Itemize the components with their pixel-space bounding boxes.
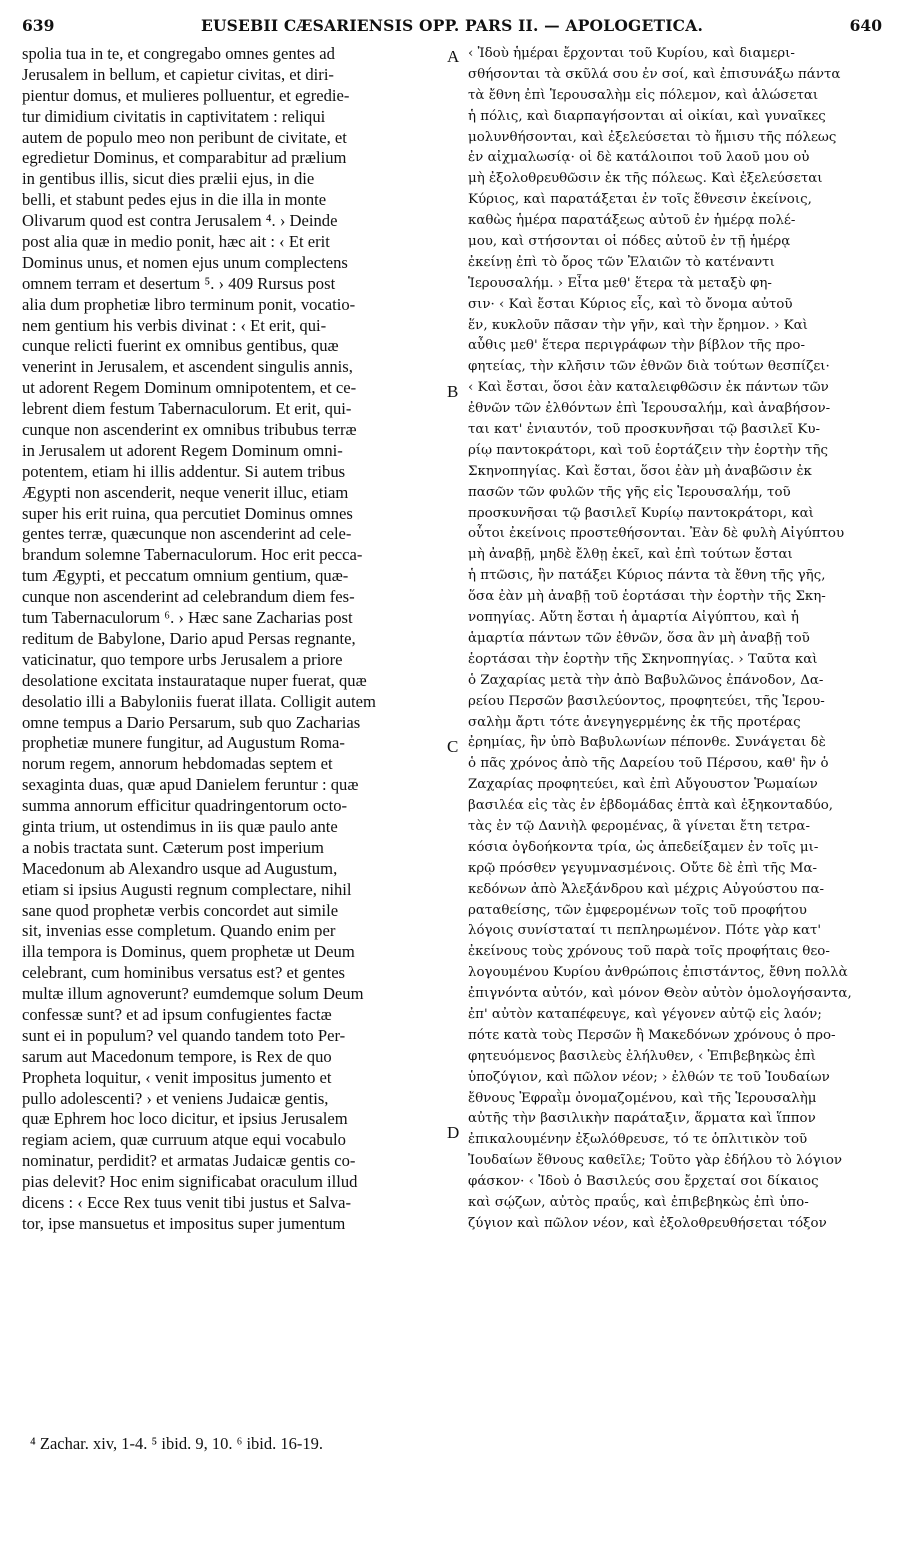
text-line: alia dum prophetiæ libro terminum ponit, vocatio- bbox=[22, 294, 356, 314]
text-line: Ἱερουσαλήμ. › Εἶτα μεθ' ἕτερα τὰ μεταξὺ φη- bbox=[468, 275, 772, 291]
right-page-number: 640 bbox=[849, 16, 882, 35]
text-line: autem de populo meo non peribunt de civitate, et bbox=[22, 127, 347, 147]
text-line: Macedonum ab Alexandro usque ad Augustum, bbox=[22, 858, 338, 878]
text-line: ζύγιον καὶ πῶλον νέον, καὶ ἐξολοθρευθήσεται τόξον bbox=[468, 1215, 827, 1231]
text-line: ἐπικαλουμένην ἐξωλόθρευσε, τό τε ὁπλιτικὸν τοῦ bbox=[468, 1132, 808, 1148]
text-line: λογουμένου Κυρίου ἀνθρώποις ἐπιστάντος, ἔθνη πολλὰ bbox=[468, 965, 848, 981]
text-line: προσκυνῆσαι τῷ βασιλεῖ Κυρίῳ παντοκράτορι, καὶ bbox=[468, 505, 814, 521]
text-line: pientur domus, et mulieres polluentur, et egredie- bbox=[22, 85, 350, 105]
running-title: EUSEBII CÆSARIENSIS OPP. PARS II. — APOLOGETICA. bbox=[200, 16, 704, 35]
text-line: Dominus unus, et nomen ejus unum complectens bbox=[22, 252, 348, 272]
text-line: nominatur, perdidit? et armatas Judaicæ gentis co- bbox=[22, 1151, 356, 1171]
text-line: quæ Ephrem hoc loco dicitur, et ipsius Jerusalem bbox=[22, 1109, 348, 1129]
text-line: super his erit ruina, qua percutiet Dominus omnes bbox=[22, 503, 353, 523]
text-line: μὴ ἀναβῇ, μηδὲ ἔλθῃ ἐκεῖ, καὶ ἐπὶ τούτων ἔσται bbox=[468, 547, 793, 563]
text-line: ἐν αἰχμαλωσίᾳ· οἱ δὲ κατάλοιποι τοῦ λαοῦ μου οὐ bbox=[468, 150, 810, 166]
text-line: multæ illum agnoverunt? eumdemque solum Deum bbox=[22, 984, 364, 1004]
text-line: ρείου Περσῶν βασιλεύοντος, προφητεύει, τῆς Ἱερου- bbox=[468, 693, 825, 709]
text-line: κόσια ὀγδοήκοντα τρία, ὡς ἀπεδείξαμεν ἐν τοῖς μι- bbox=[468, 839, 819, 855]
text-line: ἔθνους Ἐφραῒμ ὀνομαζομένου, καὶ τῆς Ἱερουσαλὴμ bbox=[468, 1090, 817, 1106]
text-line: gentes terræ, quæcunque non ascenderint ad cele- bbox=[22, 524, 352, 544]
text-line: dicens : ‹ Ecce Rex tuus venit tibi justus et Salva- bbox=[22, 1192, 352, 1212]
text-line: ἕν, κυκλοῦν πᾶσαν τὴν γῆν, καὶ τὴν ἔρημον. › Καὶ bbox=[468, 317, 808, 333]
text-line: ἑορτάσαι τὴν ἑορτὴν τῆς Σκηνοπηγίας. › Ταῦτα καὶ bbox=[468, 651, 818, 667]
text-line: τὰς ἐν τῷ Δανιὴλ φερομένας, ἃ γίνεται ἔτη τετρα- bbox=[468, 818, 810, 834]
text-line: αὖθις μεθ' ἕτερα περιγράφων τὴν βίβλον τῆς προ- bbox=[468, 338, 806, 354]
text-line: celebrant, cum hominibus versatus est? et gentes bbox=[22, 963, 346, 983]
text-line: sane quod prophetæ verbis concordet aut simile bbox=[22, 900, 339, 920]
text-line: in gentibus illis, sicut dies prælii ejus, in die bbox=[22, 169, 315, 189]
text-line: ραταθείσης, τῶν ἐμφερομένων τοῖς τοῦ προφήτου bbox=[468, 902, 807, 918]
text-line: οὗτοι ἐκείνοις προστεθήσονται. Ἐὰν δὲ φυλὴ Αἰγύπτου bbox=[468, 526, 845, 542]
text-line: φητείας, τὴν κλῆσιν τῶν ἐθνῶν διὰ τούτων θεσπίζει· bbox=[468, 359, 830, 375]
text-line: a nobis tractata sunt. Cæterum post imperium bbox=[22, 837, 324, 857]
text-line: sit, invenias esse completum. Quando enim per bbox=[22, 921, 336, 941]
text-line: ἡ πτῶσις, ἣν πατάξει Κύριος πάντα τὰ ἔθνη τῆς γῆς, bbox=[468, 568, 826, 584]
text-line: μου, καὶ στήσονται οἱ πόδες αὐτοῦ ἐν τῇ ἡμέρᾳ bbox=[468, 234, 791, 250]
text-line: etiam si ipsius Augusti regnum complectare, nihil bbox=[22, 879, 352, 899]
text-line: ‹ Καὶ ἔσται, ὅσοι ἐὰν καταλειφθῶσιν ἐκ πάντων τῶν bbox=[468, 380, 829, 396]
column-marker-b: B bbox=[447, 382, 459, 401]
text-line: Propheta loquitur, ‹ venit impositus jumento et bbox=[22, 1067, 332, 1087]
text-line: confessæ sunt? et ad ipsum confugientes factæ bbox=[22, 1004, 332, 1024]
text-line: τὰ ἔθνη ἐπὶ Ἱερουσαλὴμ εἰς πόλεμον, καὶ ἁλώσεται bbox=[468, 87, 819, 103]
text-line: ‹ Ἰδοὺ ἡμέραι ἔρχονται τοῦ Κυρίου, καὶ διαμερι- bbox=[468, 46, 795, 61]
text-line: summa annorum efficitur quadringentorum octo- bbox=[22, 796, 348, 816]
text-line: καθὼς ἡμέρα παρατάξεως αὐτοῦ ἐν ἡμέρᾳ πολέ- bbox=[468, 213, 796, 229]
text-line: λόγοις συνίσταταί τι πεπληρωμένον. Πότε γὰρ κατ' bbox=[468, 923, 822, 939]
text-line: tur dimidium civitatis in captivitatem : reliqui bbox=[22, 106, 326, 126]
text-line: ἐθνῶν τῶν ἐλθόντων ἐπὶ Ἱερουσαλήμ, καὶ ἀναβήσον- bbox=[468, 401, 831, 417]
text-line: ἐπιγνόντα αὐτόν, καὶ μόνον Θεὸν αὐτὸν ὁμολογήσαντα, bbox=[468, 986, 852, 1002]
text-line: illa tempora is Dominus, quem prophetæ ut Deum bbox=[22, 942, 355, 962]
text-line: ὑποζύγιον, καὶ πῶλον νέον; › ἐλθών τε τοῦ Ἰουδαίων bbox=[468, 1069, 830, 1085]
text-line: cunque non ascenderint ex omnibus tribubus terræ bbox=[22, 420, 357, 440]
text-line: pullo adolescenti? › et veniens Judaicæ gentis, bbox=[22, 1088, 329, 1108]
text-line: πότε κατὰ τοὺς Περσῶν ἢ Μακεδόνων χρόνους ὁ προ- bbox=[468, 1027, 836, 1043]
text-line: ἁμαρτία πάντων τῶν ἐθνῶν, ὅσα ἂν μὴ ἀναβῇ τοῦ bbox=[468, 630, 810, 646]
text-line: brandum solemne Tabernaculorum. Hoc erit pecca- bbox=[22, 545, 363, 565]
text-line: egredietur Dominus, et comparabitur ad prælium bbox=[22, 148, 347, 168]
text-line: pias delevit? Hoc enim significabat oraculum illud bbox=[22, 1172, 358, 1192]
column-marker-d: D bbox=[447, 1123, 460, 1142]
text-line: σθήσονται τὰ σκῦλά σου ἐν σοί, καὶ ἐπισυνάξω πάντα bbox=[468, 66, 841, 82]
text-line: desolatione excitata instaurataque nuper fuerat, quæ bbox=[22, 670, 367, 690]
text-line: καὶ σῴζων, αὐτὸς πραΰς, καὶ ἐπιβεβηκὼς ἐπὶ ὑπο- bbox=[468, 1194, 809, 1210]
text-line: ἐπ' αὐτὸν καταπέφευγε, καὶ γέγονεν αὐτῷ εἰς λαόν; bbox=[468, 1006, 822, 1022]
text-line: βασιλέα εἰς τὰς ἐν ἑβδομάδας ἑπτὰ καὶ ἑξηκονταδύο, bbox=[468, 798, 834, 814]
text-line: ut adorent Regem Dominum omnipotentem, et ce- bbox=[22, 378, 357, 398]
footnotes: ⁴ Zachar. xiv, 1-4. ⁵ ibid. 9, 10. ⁶ ibid. 16-19. bbox=[30, 1434, 323, 1453]
text-line: μολυνθήσονται, καὶ ἐξελεύσεται τὸ ἥμισυ τῆς πόλεως bbox=[468, 129, 837, 145]
text-line: αὐτῆς τὴν βασιλικὴν παράταξιν, ἅρματα καὶ ἵππον bbox=[468, 1111, 816, 1127]
text-line: omnem terram et desertum ⁵. › 409 Rursus post bbox=[22, 273, 336, 293]
text-line: cunque relicti fuerint ex omnibus gentibus, quæ bbox=[22, 336, 339, 356]
running-header bbox=[22, 16, 882, 40]
text-line: reditum de Babylone, Dario apud Persas regnante, bbox=[22, 628, 356, 648]
text-line: nem gentium his verbis divinat : ‹ Et erit, qui- bbox=[22, 315, 327, 335]
text-line: tum Tabernaculorum ⁶. › Hæc sane Zacharias post bbox=[22, 608, 353, 628]
text-line: νοπηγίας. Αὕτη ἔσται ἡ ἁμαρτία Αἰγύπτου, καὶ ἡ bbox=[468, 610, 799, 626]
text-line: Κύριος, καὶ παρατάξεται ἐν τοῖς ἔθνεσιν ἐκείνοις, bbox=[468, 192, 812, 208]
text-line: ρίῳ παντοκράτορι, καὶ τοῦ ἑορτάζειν τὴν ἑορτὴν τῆς bbox=[468, 442, 829, 458]
text-line: desolatio illi a Babyloniis fuerat illata. Colligit autem bbox=[22, 691, 376, 711]
text-line: Σκηνοπηγίας. Καὶ ἔσται, ὅσοι ἐὰν μὴ ἀναβῶσιν ἐκ bbox=[468, 463, 812, 479]
text-line: μὴ ἐξολοθρευθῶσιν ἐκ τῆς πόλεως. Καὶ ἐξελεύσεται bbox=[468, 171, 823, 187]
text-line: φητευόμενος βασιλεὺς ἐλήλυθεν, ‹ Ἐπιβεβηκὼς ἐπὶ bbox=[468, 1048, 816, 1064]
text-line: Ζαχαρίας προφητεύει, καὶ ἐπὶ Αὔγουστον Ῥωμαίων bbox=[468, 777, 818, 793]
latin-column bbox=[22, 44, 440, 1235]
text-line: potentem, etiam hi illis addentur. Si autem tribus bbox=[22, 461, 346, 481]
text-line: Olivarum quod est contra Jerusalem ⁴. › Deinde bbox=[22, 211, 338, 231]
left-page-number: 639 bbox=[22, 16, 55, 35]
text-line: κεδόνων ἀπὸ Ἀλεξάνδρου καὶ μέχρις Αὐγούστου πα- bbox=[468, 881, 825, 897]
greek-column bbox=[468, 44, 882, 1235]
text-line: venerint in Jerusalem, et ascendent singulis annis, bbox=[22, 357, 353, 377]
text-line: Jerusalem in bellum, et capietur civitas, et diri- bbox=[22, 64, 334, 84]
text-line: in Jerusalem ut adorent Regem Dominum omni- bbox=[22, 440, 343, 460]
text-line: Ἰουδαίων ἔθνους καθεῖλε; Τοῦτο γὰρ ἐδήλου τὸ λόγιον bbox=[468, 1153, 843, 1169]
text-line: omne tempus a Dario Persarum, sub quo Zacharias bbox=[22, 712, 361, 732]
text-line: φάσκον· ‹ Ἰδοὺ ὁ Βασιλεύς σου ἔρχεταί σοι δίκαιος bbox=[468, 1174, 819, 1190]
text-line: belli, et stabunt pedes ejus in die illa in monte bbox=[22, 190, 327, 210]
text-line: ginta trium, ut ostendimus in iis quæ paulo ante bbox=[22, 816, 338, 836]
text-line: sunt ei in populum? vel quando tandem toto Per- bbox=[22, 1025, 346, 1045]
text-line: sarum aut Macedonum tempore, is Rex de quo bbox=[22, 1046, 332, 1066]
text-line: tum Ægypti, et peccatum omnium gentium, quæ- bbox=[22, 566, 349, 586]
text-line: ἡ πόλις, καὶ διαρπαγήσονται αἱ οἰκίαι, καὶ γυναῖκες bbox=[468, 108, 826, 124]
text-line: tor, ipse mansuetus et impositus super jumentum bbox=[22, 1213, 346, 1233]
text-line: κρῷ πρόσθεν γεγυμνασμένοις. Οὔτε δὲ ἐπὶ τῆς Μα- bbox=[468, 860, 818, 876]
text-line: spolia tua in te, et congregabo omnes gentes ad bbox=[22, 44, 335, 63]
text-line: vaticinatur, quo tempore urbs Jerusalem a priore bbox=[22, 649, 343, 669]
text-line: ται κατ' ἐνιαυτόν, τοῦ προσκυνῆσαι τῷ βασιλεῖ Κυ- bbox=[468, 422, 821, 438]
text-line: sexaginta duas, quæ apud Danielem feruntur : quæ bbox=[22, 775, 359, 795]
text-line: πασῶν τῶν φυλῶν τῆς γῆς εἰς Ἱερουσαλήμ, τοῦ bbox=[468, 484, 791, 500]
text-line: σιν· ‹ Καὶ ἔσται Κύριος εἷς, καὶ τὸ ὄνομα αὐτοῦ bbox=[468, 296, 793, 312]
text-line: ἐκείνους τοὺς χρόνους τοῦ παρὰ τοῖς προφήταις θεο- bbox=[468, 944, 830, 960]
text-line: ἐρημίας, ἣν ὑπὸ Βαβυλωνίων πέπονθε. Συνάγεται δὲ bbox=[468, 735, 826, 751]
column-marker-c: C bbox=[447, 737, 459, 756]
text-line: ὅσα ἐὰν μὴ ἀναβῇ τοῦ ἑορτάσαι τὴν ἑορτὴν τῆς Σκη- bbox=[468, 589, 826, 605]
text-line: ἐκείνῃ ἐπὶ τὸ ὄρος τῶν Ἐλαιῶν τὸ κατέναντι bbox=[468, 254, 775, 270]
text-line: ὁ πᾶς χρόνος ἀπὸ τῆς Δαρείου τοῦ Πέρσου, καθ' ἣν ὁ bbox=[468, 756, 829, 772]
text-line: lebrent diem festum Tabernaculorum. Et erit, qui- bbox=[22, 399, 352, 419]
text-line: σαλὴμ ἄρτι τότε ἀνεγηγερμένης ἐκ τῆς προτέρας bbox=[468, 714, 801, 730]
text-line: regiam aciem, quæ curruum atque equi vocabulo bbox=[22, 1130, 346, 1150]
column-marker-a: A bbox=[447, 47, 460, 66]
text-line: norum regem, annorum hebdomadas septem et bbox=[22, 754, 333, 774]
text-line: post alia quæ in medio ponit, hæc ait : ‹ Et erit bbox=[22, 232, 330, 252]
text-line: prophetiæ munere fungitur, ad Augustum Roma- bbox=[22, 733, 345, 753]
text-line: ὁ Ζαχαρίας μετὰ τὴν ἀπὸ Βαβυλῶνος ἐπάνοδον, Δα- bbox=[468, 672, 824, 688]
text-line: cunque non ascenderint ad celebrandum diem fes- bbox=[22, 587, 355, 607]
text-line: Ægypti non ascenderit, neque venerit illuc, etiam bbox=[22, 482, 349, 502]
